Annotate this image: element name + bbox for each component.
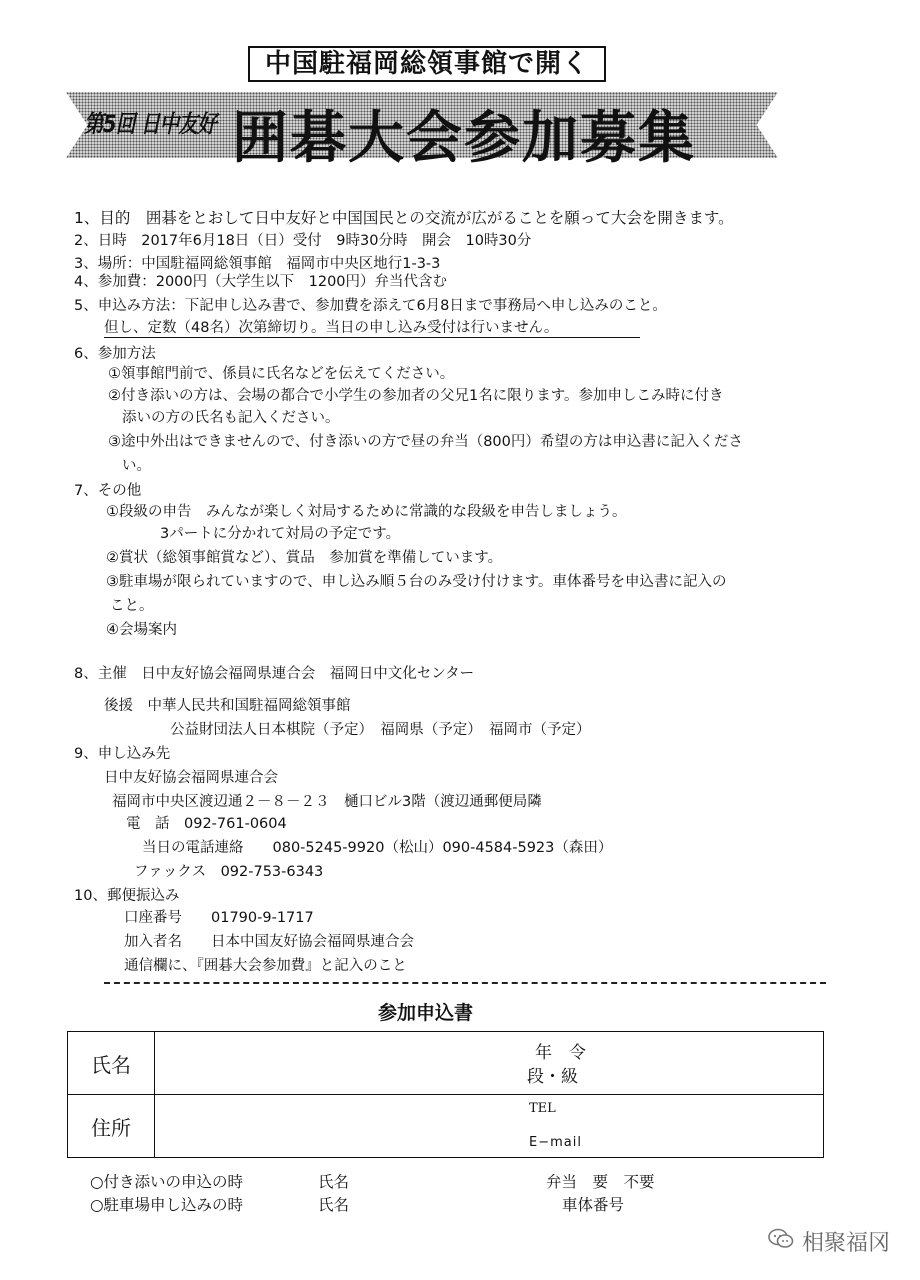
cut-line: [104, 982, 826, 984]
item-5-note: 但し、定数（48名）次第締切り。当日の申し込み受付は行いません。: [104, 316, 640, 338]
chat-bubble-icon: [768, 1228, 794, 1250]
item-7-1-cont: 3パートに分かれて対局の予定です。: [160, 526, 401, 542]
item-7: 7、その他: [74, 483, 142, 499]
item-10: 10、郵便振込み: [74, 888, 180, 904]
name-label-cell: [68, 1032, 155, 1095]
top-title: 中国駐福岡総領事館で開く: [248, 46, 606, 82]
companion-name-label: 氏名: [318, 1173, 350, 1191]
car-number-label: 車体番号: [562, 1196, 625, 1214]
name-field[interactable]: [155, 1032, 824, 1095]
item-10-account: 口座番号 01790-9-1717: [124, 910, 314, 926]
item-9: 9、申し込み先: [74, 746, 171, 762]
lunch-label: 弁当 要 不要: [546, 1173, 655, 1191]
item-9-fax: ファックス 092-753-6343: [134, 864, 324, 880]
watermark: [802, 1226, 890, 1257]
address-label-cell: [68, 1095, 155, 1158]
item-7-4: ④会場案内: [106, 622, 177, 638]
address-label: 住所: [91, 1115, 131, 1140]
form-title: 参加申込書: [378, 1002, 474, 1024]
item-6: 6、参加方法: [74, 346, 156, 362]
name-label: 氏名: [91, 1052, 131, 1077]
item-6-3-cont: い。: [122, 458, 151, 474]
item-10-holder: 加入者名 日本中国友好協会福岡県連合会: [124, 934, 414, 950]
item-9-org: 日中友好協会福岡県連合会: [104, 770, 278, 786]
companion-label: ○付き添いの申込の時: [90, 1173, 244, 1191]
item-9-day-contact: 当日の電話連絡 080-5245-9920（松山）090-4584-5923（森田）: [142, 840, 613, 856]
item-7-3-cont: こと。: [110, 598, 154, 614]
item-6-3: ③途中外出はできませんので、付き添いの方で昼の弁当（800円）希望の方は申込書に記入くださ: [108, 434, 743, 450]
item-3: 3、場所：中国駐福岡総領事館 福岡市中央区地行1-3-3: [74, 256, 441, 272]
item-6-2: ②付き添いの方は、会場の都合で小学生の参加者の父兄1名に限ります。参加申しこみ時に付き: [108, 388, 724, 404]
item-5: 5、申込み方法：下記申し込み書で、参加費を添えて6月8日まで事務局へ申し込みのこと。: [74, 298, 667, 314]
item-8-sponsor: 後援 中華人民共和国駐福岡総領事館: [104, 698, 351, 714]
item-9-phone: 電 話 092-761-0604: [126, 816, 287, 832]
address-field[interactable]: [155, 1095, 824, 1158]
parking-name-label: 氏名: [318, 1196, 350, 1214]
item-6-1: ①領事館門前で、係員に氏名などを伝えてください。: [108, 366, 455, 382]
item-2: 2、日時 2017年6月18日（日）受付 9時30分時 開会 10時30分: [74, 233, 532, 249]
item-8-sponsor-cont: 公益財団法人日本棋院（予定） 福岡県（予定） 福岡市（予定）: [170, 722, 591, 738]
email-label: E−mail: [529, 1135, 582, 1150]
item-7-2: ②賞状（総領事館賞など）、賞品 参加賞を準備しています。: [106, 550, 503, 566]
application-form-table: [67, 1031, 824, 1158]
item-7-3: ③駐車場が限られていますので、申し込み順５台のみ受け付けます。車体番号を申込書に記入の: [106, 574, 727, 590]
tel-label: TEL: [529, 1101, 556, 1116]
rank-label: 段・級: [527, 1067, 578, 1087]
item-6-2-cont: 添いの方の氏名も記入ください。: [122, 410, 340, 426]
item-1: 1、目的 囲碁をとおして日中友好と中国国民との交流が広がることを願って大会を開きます。: [74, 209, 734, 227]
item-10-note: 通信欄に、『囲碁大会参加費』と記入のこと: [124, 958, 407, 974]
item-4: 4、参加費：2000円（大学生以下 1200円）弁当代含む: [74, 274, 448, 290]
parking-label: ○駐車場申し込みの時: [90, 1196, 244, 1214]
item-7-1: ①段級の申告 みんなが楽しく対局するために常識的な段級を申告しましょう。: [106, 504, 627, 520]
age-label: 年 令: [535, 1043, 586, 1063]
item-9-address: 福岡市中央区渡辺通２－８－２３ 樋口ビル3階（渡辺通郵便局隣: [112, 794, 542, 810]
item-8: 8、主催 日中友好協会福岡県連合会 福岡日中文化センター: [74, 666, 475, 682]
event-subtitle: 第5回 日中友好: [84, 110, 217, 138]
event-title: 囲碁大会参加募集: [232, 106, 696, 171]
watermark-text: 相聚福冈: [801, 1231, 890, 1256]
